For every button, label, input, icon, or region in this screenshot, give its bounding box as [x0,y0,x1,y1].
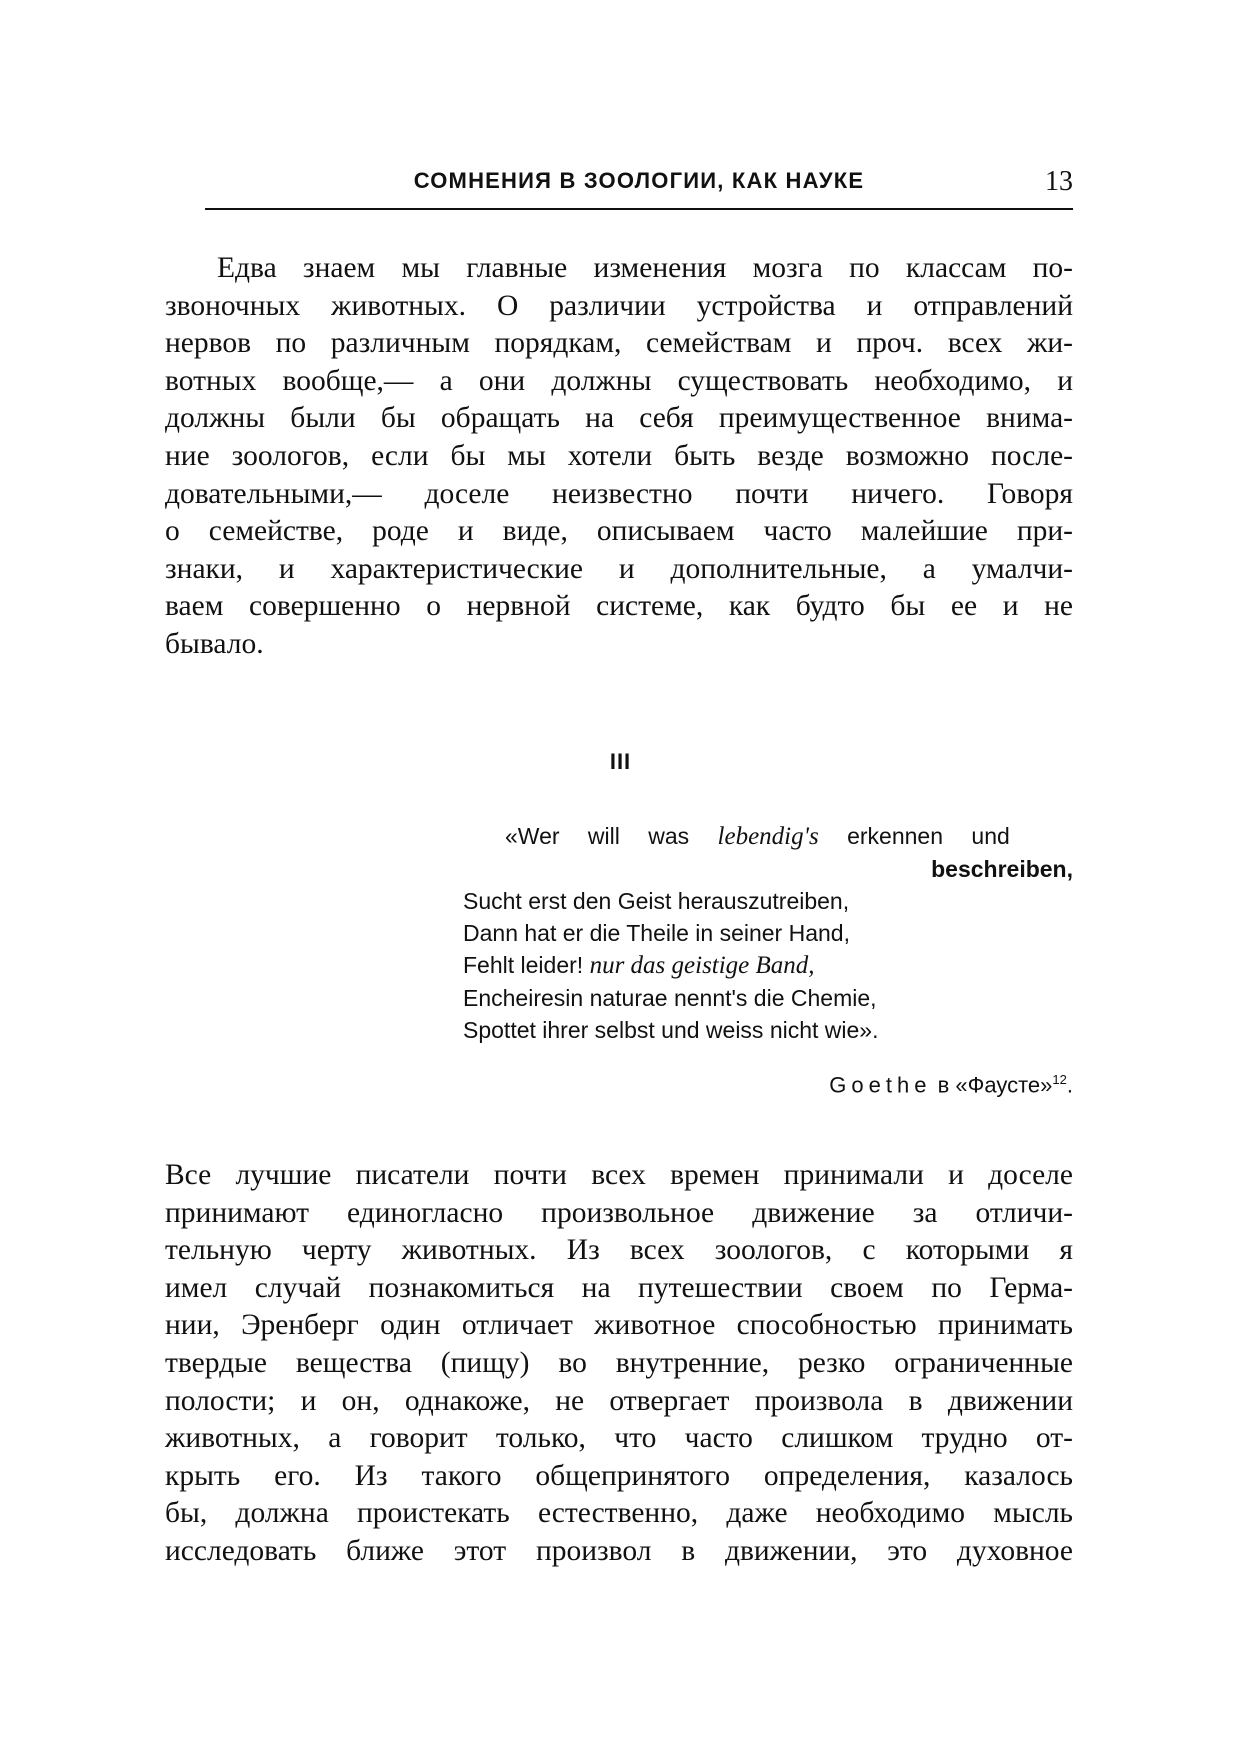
text-line: ваем совершенно о нервной системе, как будто бы ее и не [165,590,1073,623]
text-line: должны были бы обращать на себя преимущественное внима- [165,402,1073,435]
text-line: Все лучшие писатели почти всех времен принимали и доселе [165,1159,1073,1191]
text-line: принимают единогласно произвольное движение за отличи- [165,1196,1073,1229]
epigraph [463,820,1073,1046]
epigraph-line: Dann hat er die Theile in seiner Hand, [463,920,850,946]
text-line: звоночных животных. О различии устройства и отправлений [165,289,1073,322]
section-number: III [609,749,632,774]
epigraph-line-continuation: beschreiben, [931,856,1073,882]
footnote-reference[interactable]: 12 [1052,1072,1067,1087]
text-line: бы, должна проистекать естественно, даже необходимо мысль [165,1497,1073,1530]
text-line: Едва знаем мы главные изменения мозга по классам по- [217,252,1073,284]
text-line: твердые вещества (пищу) во внутренние, резко ограниченные [165,1346,1073,1379]
text-line: крыть его. Из такого общепринятого определения, казалось [165,1459,1073,1492]
epigraph-line [463,820,1073,853]
page-number: 13 [1045,166,1073,197]
text-line: тельную черту животных. Из всех зоологов, с которыми я [165,1234,1073,1267]
header-rule [205,208,1073,210]
text-line: вотных вообще,— а они должны существовать необходимо, и [165,364,1073,397]
attribution-source: в «Фаусте» [937,1072,1053,1098]
text-line: знаки, и характеристические и дополнительные, а умалчи- [165,552,1073,585]
epigraph-text: «Wer will was [505,823,690,849]
paragraph-nervous-system [165,250,1073,664]
text-line: животных, а говорит только, что часто слишком трудно от- [165,1422,1073,1455]
epigraph-emphasis: lebendig's [717,823,819,850]
text-line: нервов по различным порядкам, семействам и проч. всех жи- [165,327,1073,360]
running-head [205,168,1073,204]
epigraph-attribution [829,1072,1073,1098]
epigraph-line: Sucht erst den Geist herauszutreiben, [463,888,850,914]
attribution-end: . [1066,1072,1073,1098]
text-line: исследовать ближе этот произвол в движении, это духовное [165,1534,1073,1567]
text-line: имел случай познакомиться на путешествии своем по Герма- [165,1271,1073,1304]
text-line: о семействе, роде и виде, описываем часто малейшие при- [165,515,1073,548]
epigraph-line [463,949,1073,982]
text-line: нии, Эренберг один отличает животное способностью принимать [165,1309,1073,1342]
epigraph-emphasis: nur das geistige Band, [589,952,815,979]
paragraph-voluntary-movement [165,1157,1073,1571]
text-line: полости; и он, однакоже, не отвергает произвола в движении [165,1384,1073,1417]
text-line: довательными,— доселе неизвестно почти ничего. Говоря [165,477,1073,510]
epigraph-line: Encheiresin naturae nennt's die Chemie, [463,985,877,1011]
text-line: ние зоологов, если бы мы хотели быть везде возможно после- [165,439,1073,472]
attribution-author: Goethe [829,1072,932,1098]
text-line: бывало. [165,627,264,660]
running-title: СОМНЕНИЯ В ЗООЛОГИИ, КАК НАУКЕ [413,168,865,193]
epigraph-text: Fehlt leider! [463,952,584,978]
epigraph-text: erkennen und [847,823,1010,849]
epigraph-line: Spottet ihrer selbst und weiss nicht wie». [463,1017,879,1043]
